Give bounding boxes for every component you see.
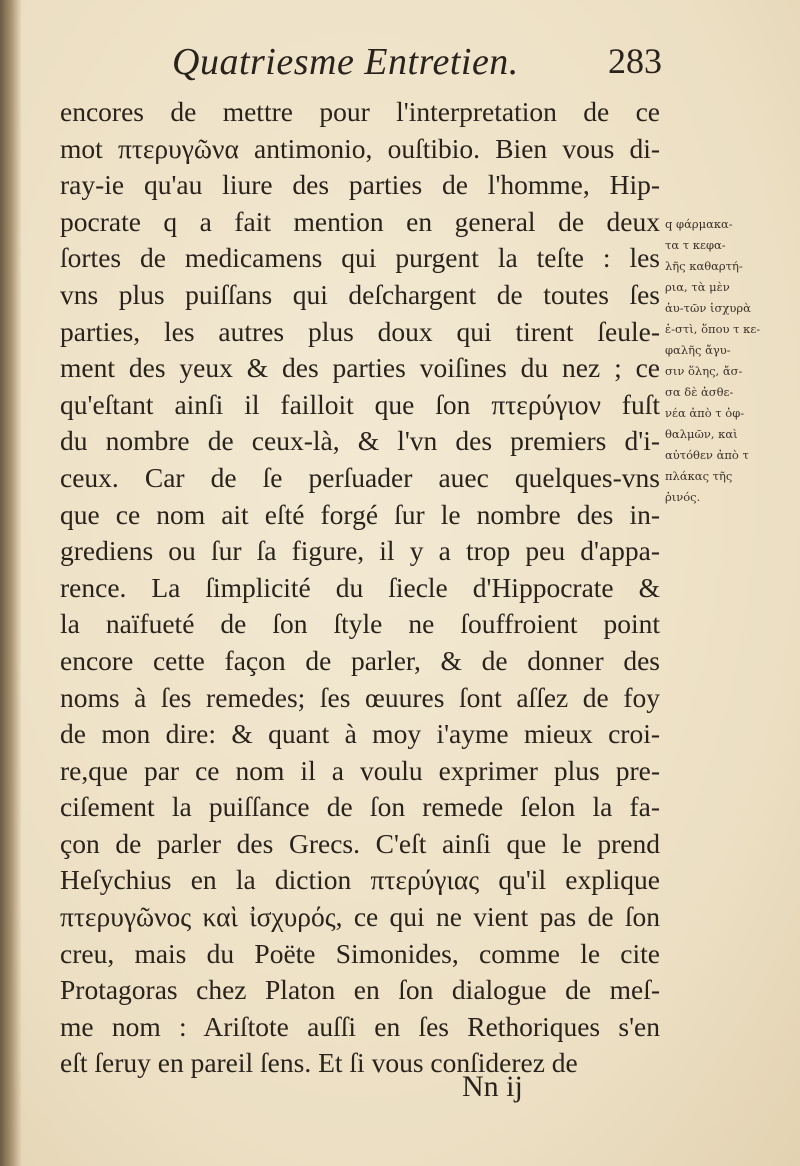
- text-line: creu, mais du Poëte Simonides, comme le cite: [60, 937, 660, 969]
- text-line: ment des yeux & des parties voiſines du nez ; ce: [60, 352, 660, 384]
- text-line: pocrate q a fait mention en general de deux: [60, 205, 660, 237]
- text-line: ſortes de medicamens qui purgent la teſte : les: [60, 242, 660, 274]
- text-line: grediens ou ſur ſa figure, il y a trop peu d'appa-: [60, 535, 660, 567]
- text-line: de mon dire: & quant à moy i'ayme mieux croi-: [60, 718, 660, 750]
- text-line: la naïfueté de ſon ſtyle ne ſouffroient point: [60, 608, 660, 640]
- running-title: Quatriesme Entretien.: [172, 41, 519, 83]
- note-line: τα τ κεφα-: [665, 238, 726, 252]
- note-line: αὐτόθεν ἀπὸ τ: [665, 448, 749, 462]
- note-line: σα δὲ ἀσθε-: [665, 385, 734, 399]
- note-line: φαλῆς ἄγυ-: [665, 343, 731, 357]
- text-line: encores de mettre pour l'interpretation de ce: [60, 96, 660, 127]
- text-line: que ce nom ait eſté forgé ſur le nombre des in-: [60, 498, 660, 530]
- text-line: ceux. Car de ſe perſuader auec quelques-vns: [60, 461, 660, 493]
- text-line: rence. La ſimplicité du ſiecle d'Hippocrate &: [60, 571, 660, 603]
- text-line: çon de parler des Grecs. C'eſt ainſi que le prend: [60, 827, 660, 859]
- note-line: λῆς καθαρτή-: [665, 259, 743, 273]
- note-line: νέα ἀπὸ τ ὀφ-: [665, 406, 745, 420]
- text-line: eſt ſeruy en pareil ſens. Et ſi vous conſiderez de: [60, 1047, 578, 1079]
- text-line: qu'eſtant ainſi il failloit que ſon πτερύγιον fuſt: [60, 388, 660, 420]
- text-line: πτερυγῶνος καὶ ἰσχυρός, ce qui ne vient pas de ſon: [60, 901, 660, 933]
- text-line: re,que par ce nom il a voulu exprimer plus pre-: [60, 754, 660, 786]
- text-line: Heſychius en la diction πτερύγιας qu'il explique: [60, 864, 660, 896]
- note-line: ἀυ-τῶν ἰσχυρὰ: [665, 301, 751, 315]
- text-line: Protagoras chez Platon en ſon dialogue de meſ-: [60, 974, 660, 1006]
- note-line: θαλμῶν, καὶ: [665, 427, 738, 441]
- note-line: ἐ-στὶ, ὅπου τ κε-: [665, 322, 761, 336]
- text-line: me nom : Ariſtote auſſi en ſes Rethoriques s'en: [60, 1010, 660, 1042]
- page-number: 283: [608, 41, 662, 81]
- text-line: vns plus puiſſans qui deſchargent de toutes ſes: [60, 278, 660, 310]
- note-line: σιν ὅλης, ἄσ-: [665, 364, 743, 378]
- text-line: du nombre de ceux-là, & l'vn des premiers d'i-: [60, 425, 660, 457]
- page-header: [172, 40, 662, 90]
- text-line: encore cette façon de parler, & de donner des: [60, 644, 660, 676]
- note-line: πλάκας τῆς: [665, 469, 733, 483]
- text-line: ray-ie qu'au liure des parties de l'homme, Hip-: [60, 169, 660, 201]
- note-line: q φάρμακα-: [665, 217, 733, 231]
- signature-mark: Nn ij: [462, 1070, 523, 1103]
- note-line: ῥινός.: [665, 490, 701, 504]
- text-line: mot πτερυγῶνα antimonio, ouſtibio. Bien vous di-: [60, 132, 660, 164]
- main-text: [60, 94, 660, 1082]
- text-line: noms à ſes remedes; ſes œuures ſont aſſez de foy: [60, 681, 660, 713]
- note-line: ρια, τὰ μὲν: [665, 280, 730, 294]
- marginal-note: [665, 214, 800, 508]
- text-line: parties, les autres plus doux qui tirent ſeule-: [60, 315, 660, 347]
- binding-gutter: [0, 0, 22, 1166]
- text-line: ciſement la puiſſance de ſon remede ſelon la fa-: [60, 791, 660, 823]
